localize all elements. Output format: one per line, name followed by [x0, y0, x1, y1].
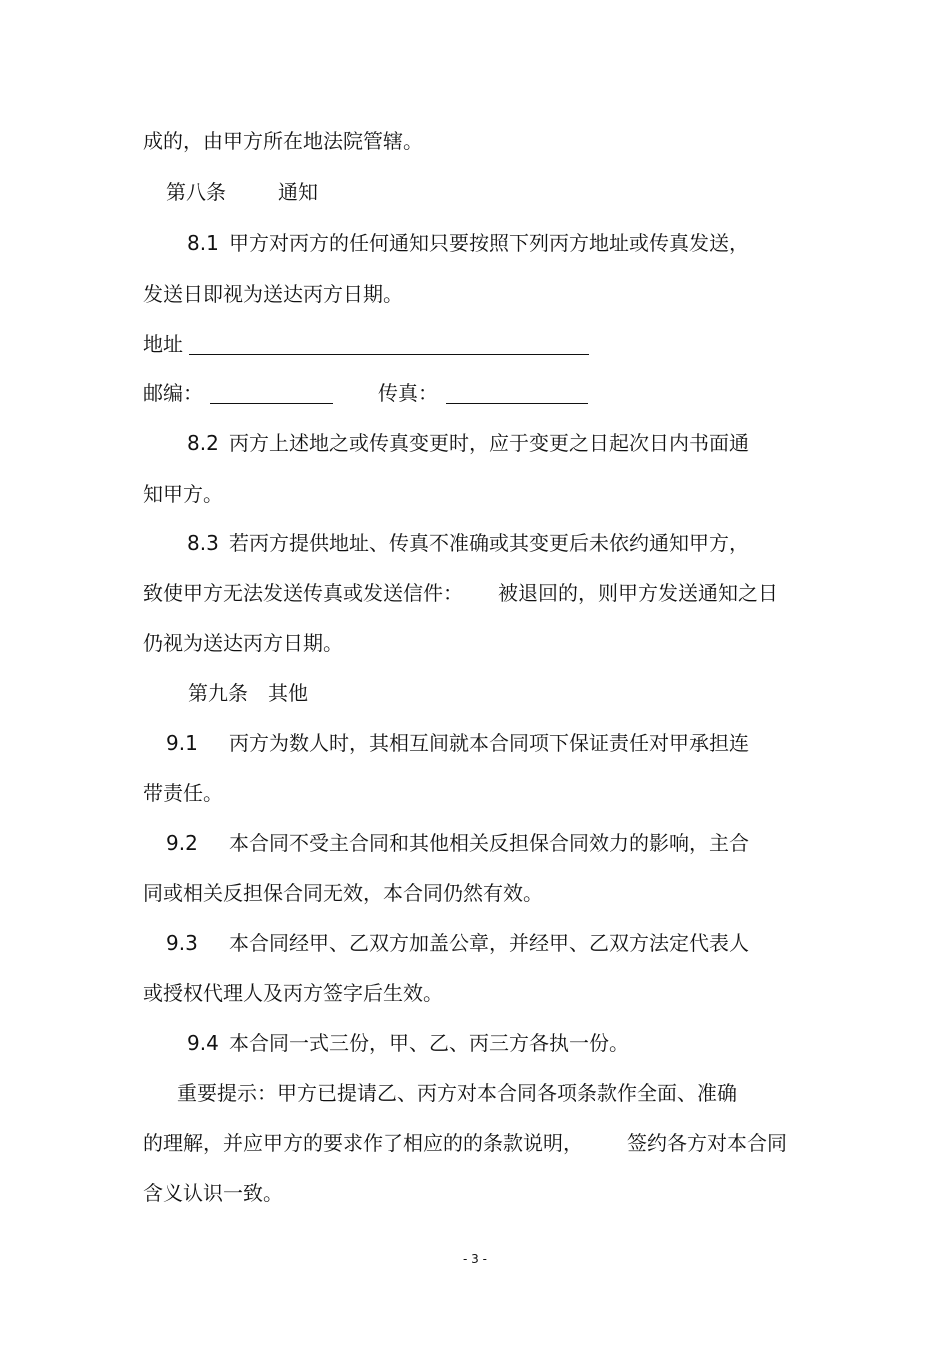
address-blank-line: [189, 334, 589, 355]
clause-9-3-text: 本合同经甲、乙双方加盖公章，并经甲、乙双方法定代表人: [229, 931, 749, 955]
clause-8-3-text-cont-b: 被退回的，则甲方发送通知之日: [498, 581, 778, 605]
clause-9-1-number: 9.1: [166, 731, 198, 755]
clause-9-1-text-cont: 带责任。: [143, 781, 223, 805]
clause-8-3-text-end: 仍视为送达丙方日期。: [143, 631, 343, 655]
address-label: 地址: [143, 332, 183, 356]
important-note-end: 含义认识一致。: [143, 1181, 283, 1205]
postcode-label: 邮编：: [143, 381, 203, 405]
clause-8-2-number: 8.2: [187, 431, 219, 455]
clause-8-2-text: 丙方上述地之或传真变更时，应于变更之日起次日内书面通: [229, 431, 749, 455]
clause-9-3-text-cont: 或授权代理人及丙方签字后生效。: [143, 981, 443, 1005]
fax-blank-line: [446, 383, 588, 404]
clause-9-4-text: 本合同一式三份，甲、乙、丙三方各执一份。: [229, 1031, 629, 1055]
postcode-blank-line: [210, 383, 333, 404]
clause-8-1-text: 甲方对丙方的任何通知只要按照下列丙方地址或传真发送，: [229, 231, 749, 255]
clause-8-3-text-cont: 致使甲方无法发送传真或发送信件：: [143, 581, 463, 605]
clause-9-2-number: 9.2: [166, 831, 198, 855]
important-note-cont-b: 签约各方对本合同: [627, 1131, 787, 1155]
article-8-title: 通知: [278, 180, 318, 204]
page-number: - 3 -: [463, 1252, 487, 1266]
clause-9-1-text: 丙方为数人时，其相互间就本合同项下保证责任对甲承担连: [229, 731, 749, 755]
fax-label: 传真：: [378, 381, 438, 405]
article-8-heading: 第八条: [166, 180, 226, 204]
clause-8-3-text: 若丙方提供地址、传真不准确或其变更后未依约通知甲方，: [229, 531, 749, 555]
clause-8-3-number: 8.3: [187, 531, 219, 555]
clause-9-3-number: 9.3: [166, 931, 198, 955]
article-9-title: 其他: [268, 681, 308, 705]
clause-8-2-text-cont: 知甲方。: [143, 482, 223, 506]
clause-8-1-text-cont: 发送日即视为送达丙方日期。: [143, 282, 403, 306]
clause-8-1-number: 8.1: [187, 231, 219, 255]
text-line: 成的，由甲方所在地法院管辖。: [143, 129, 423, 153]
important-note-cont: 的理解，并应甲方的要求作了相应的的条款说明，: [143, 1131, 583, 1155]
article-9-heading: 第九条: [188, 681, 248, 705]
clause-9-4-number: 9.4: [187, 1031, 219, 1055]
clause-9-2-text: 本合同不受主合同和其他相关反担保合同效力的影响，主合: [229, 831, 749, 855]
important-note: 重要提示：甲方已提请乙、丙方对本合同各项条款作全面、准确: [177, 1081, 737, 1105]
clause-9-2-text-cont: 同或相关反担保合同无效，本合同仍然有效。: [143, 881, 543, 905]
